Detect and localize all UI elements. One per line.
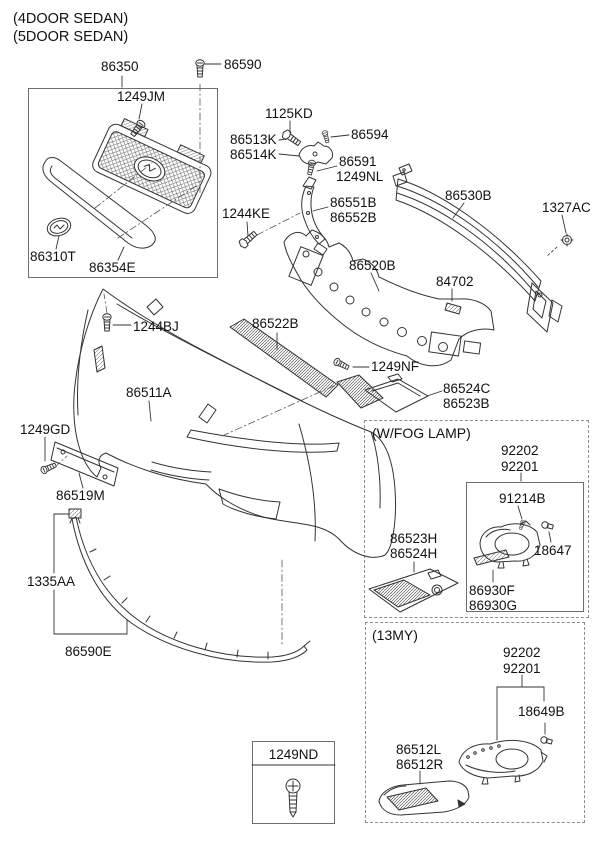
label-86354e: 86354E xyxy=(89,260,136,275)
screw-icon-86590 xyxy=(196,60,221,77)
label-86551b: 86551B xyxy=(330,195,377,210)
label-86930f: 86930F xyxy=(469,583,515,598)
label-86514k: 86514K xyxy=(230,147,277,162)
fog-bezel-drawing xyxy=(369,562,458,612)
screw-icon-1249gd xyxy=(40,437,67,475)
label-86523h: 86523H xyxy=(390,531,438,546)
label-86591: 86591 xyxy=(339,154,377,169)
label-86930g: 86930G xyxy=(469,598,518,613)
label-1249nl: 1249NL xyxy=(336,169,384,184)
label-1249nf: 1249NF xyxy=(371,359,420,374)
label-1244ke: 1244KE xyxy=(222,206,271,221)
label-18647: 18647 xyxy=(534,543,572,558)
label-86590: 86590 xyxy=(224,57,262,72)
label-1125kd: 1125KD xyxy=(265,106,313,121)
label-1244bj: 1244BJ xyxy=(133,319,179,334)
label-86530b: 86530B xyxy=(445,188,492,203)
label-84702: 84702 xyxy=(436,274,474,289)
label-fog-92201: 92201 xyxy=(501,459,539,474)
fog-section-header: (W/FOG LAMP) xyxy=(372,425,471,441)
label-1249jm: 1249JM xyxy=(117,89,166,104)
label-1327ac: 1327AC xyxy=(542,200,591,215)
label-86519m: 86519M xyxy=(56,488,105,503)
kia-emblem-drawing xyxy=(45,215,73,239)
label-86511a: 86511A xyxy=(126,385,172,400)
screw-icon-1249nf xyxy=(333,357,369,371)
bolt-icon-1125kd xyxy=(281,129,302,148)
my13-fog-cover-drawing xyxy=(379,781,469,815)
fog-lamp-drawing xyxy=(474,473,540,582)
nut-icon-1327ac xyxy=(547,215,573,256)
label-18649b: 18649B xyxy=(518,704,565,719)
label-my13-92202: 92202 xyxy=(503,645,541,660)
label-86310t: 86310T xyxy=(30,249,76,264)
label-86590e: 86590E xyxy=(65,644,112,659)
title-5door: (5DOOR SEDAN) xyxy=(13,29,129,45)
hardware-kit-header: 1249ND xyxy=(268,747,319,762)
bumper-construction-lines xyxy=(104,294,340,645)
label-86524c: 86524C xyxy=(443,381,491,396)
label-fog-92202: 92202 xyxy=(501,443,539,458)
pad-drawing-84702 xyxy=(445,289,461,314)
my13-fog-lamp-drawing xyxy=(459,740,547,784)
screw-icon-86591 xyxy=(306,160,316,176)
label-my13-92201: 92201 xyxy=(503,661,541,676)
screw-icon-86594 xyxy=(322,130,331,143)
label-86513k: 86513K xyxy=(230,132,277,147)
label-86512l: 86512L xyxy=(396,742,442,757)
label-86512r: 86512R xyxy=(396,757,444,772)
label-91214b: 91214B xyxy=(499,491,546,506)
label-86520b: 86520B xyxy=(349,258,396,273)
label-1249gd: 1249GD xyxy=(20,422,71,437)
label-86552b: 86552B xyxy=(330,210,377,225)
title-4door: (4DOOR SEDAN) xyxy=(13,11,129,27)
fog-cover-drawing-86523b xyxy=(337,374,442,412)
radiator-grille-drawing xyxy=(90,114,217,216)
bulb-icon-18647 xyxy=(541,521,554,542)
hardware-kit-screw-icon xyxy=(252,765,335,817)
screw-icon-1244bj xyxy=(103,314,131,331)
my13-section-header: (13MY) xyxy=(372,627,418,643)
label-86524h: 86524H xyxy=(390,546,438,561)
lower-lip-spoiler-drawing xyxy=(54,517,310,662)
label-86523b: 86523B xyxy=(443,396,490,411)
screw-icon-91214b xyxy=(518,506,526,530)
stay-bracket-drawing-86551b xyxy=(302,177,328,255)
label-86350: 86350 xyxy=(101,59,139,74)
label-1335aa: 1335AA xyxy=(27,574,76,589)
label-86522b: 86522B xyxy=(252,316,299,331)
license-bracket-drawing xyxy=(51,442,118,488)
bracket-drawing-86513k xyxy=(299,142,333,164)
bulb-icon-18649b xyxy=(540,736,553,745)
label-86594: 86594 xyxy=(351,127,389,142)
